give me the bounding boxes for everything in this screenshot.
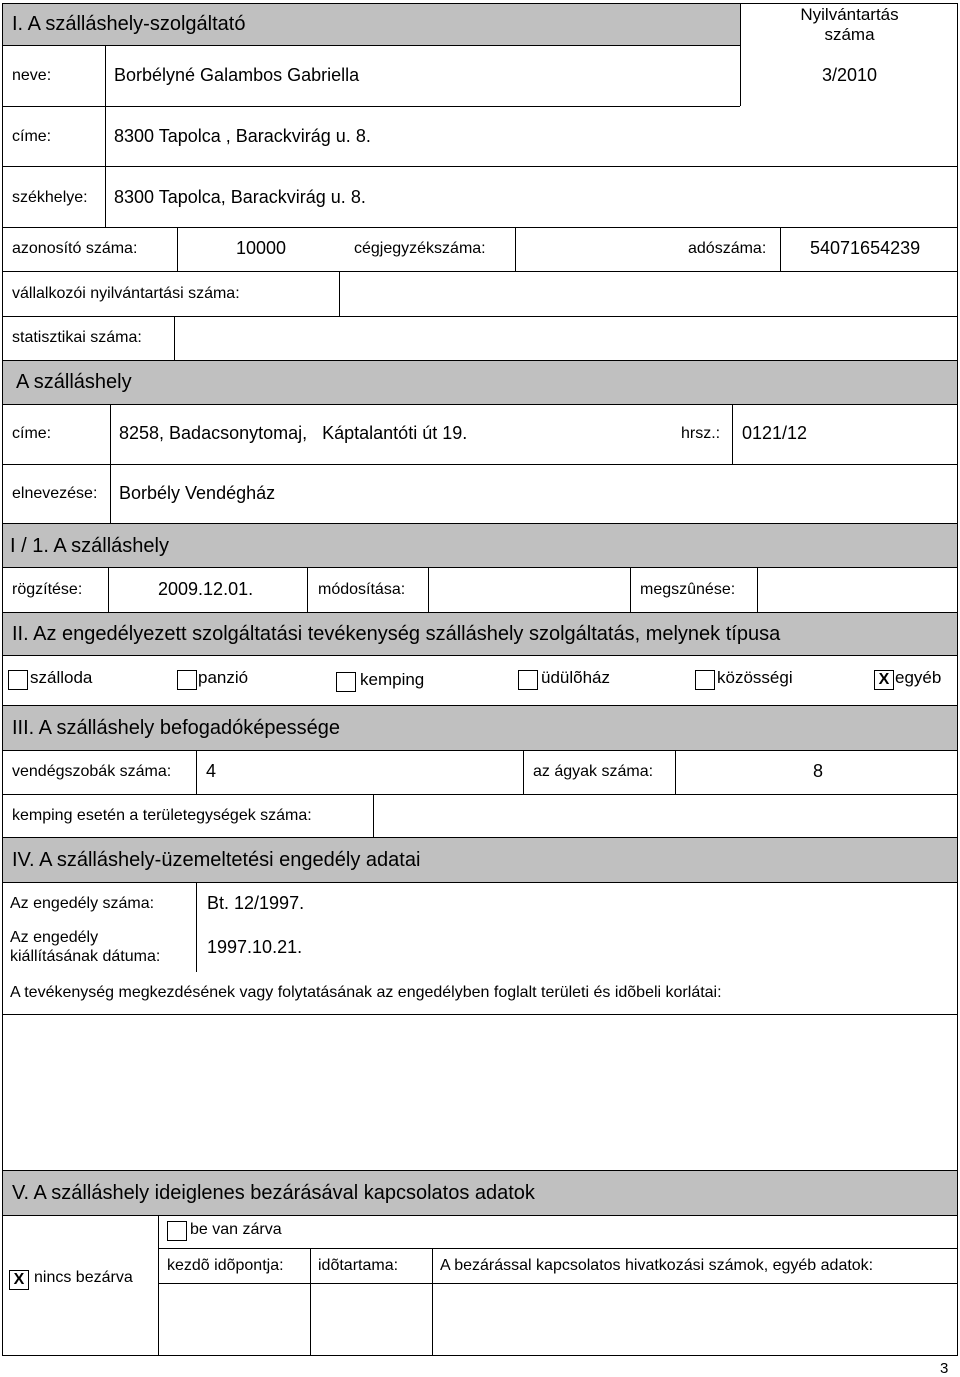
company-reg-label: cégjegyzékszáma:: [354, 240, 486, 257]
tax-number-value: 54071654239: [810, 238, 921, 258]
hrsz-value: 0121/12: [742, 423, 808, 443]
permit-date-label-line1: Az engedély: [10, 929, 99, 946]
accommodation-name-label: elnevezése:: [12, 485, 98, 502]
section4-title: IV. A szálláshely-üzemeltetési engedély adatai: [12, 849, 421, 871]
closed-label: be van zárva: [190, 1221, 282, 1238]
permit-number-label: Az engedély száma:: [10, 895, 155, 912]
restrictions-label: A tevékenység megkezdésének vagy folytatásának az engedélyben foglalt területi és idõbeli korlátai:: [10, 984, 722, 1001]
section2-title: II. Az engedélyezett szolgáltatási tevékenység szálláshely szolgáltatás, melynek típusa: [12, 623, 781, 645]
type-checkbox-other[interactable]: X: [874, 670, 894, 690]
type-label-community: közösségi: [717, 668, 793, 687]
type-label-guesthouse: panzió: [198, 668, 249, 687]
permit-number-value: Bt. 12/1997.: [207, 893, 305, 913]
camping-units-label: kemping esetén a területegységek száma:: [12, 807, 312, 824]
accommodation-title: A szálláshely: [16, 371, 132, 393]
closed-checkbox[interactable]: [167, 1221, 187, 1241]
reg-number-header-line2: száma: [824, 25, 875, 44]
stat-number-label: statisztikai száma:: [12, 329, 142, 346]
provider-address-value: 8300 Tapolca , Barackvirág u. 8.: [114, 126, 371, 146]
id-number-value: 10000: [236, 238, 287, 258]
section1-1-title: I / 1. A szálláshely: [10, 535, 169, 557]
hrsz-label: hrsz.:: [681, 425, 721, 442]
provider-seat-label: székhelye:: [12, 189, 88, 206]
type-label-camping: kemping: [360, 670, 425, 689]
tax-number-label: adószáma:: [688, 240, 767, 257]
section3-title: III. A szálláshely befogadóképessége: [12, 717, 341, 739]
reg-number-header-line1: Nyilvántartás: [800, 5, 899, 24]
ended-label: megszûnése:: [640, 581, 736, 598]
closure-refs-label: A bezárással kapcsolatos hivatkozási számok, egyéb adatok:: [440, 1257, 874, 1274]
type-label-hotel: szálloda: [30, 668, 93, 687]
type-checkbox-hotel[interactable]: [8, 670, 28, 690]
accommodation-address-value: 8258, Badacsonytomaj, Káptalantóti út 19.: [119, 423, 468, 443]
not-closed-checkbox[interactable]: X: [9, 1270, 29, 1290]
permit-date-value: 1997.10.21.: [207, 937, 303, 957]
type-label-other: egyéb: [895, 668, 942, 687]
provider-name-label: neve:: [12, 67, 52, 84]
rooms-value: 4: [206, 761, 217, 781]
reg-number-value: 3/2010: [821, 65, 878, 85]
closure-start-label: kezdõ idõpontja:: [167, 1257, 284, 1274]
permit-date-label-line2: kiállításának dátuma:: [10, 948, 161, 965]
accommodation-address-label: címe:: [12, 425, 52, 442]
section1-title: I. A szálláshely-szolgáltató: [12, 13, 246, 35]
beds-label: az ágyak száma:: [533, 763, 654, 780]
provider-name-value: Borbélyné Galambos Gabriella: [114, 65, 360, 85]
provider-seat-value: 8300 Tapolca, Barackvirág u. 8.: [114, 187, 366, 207]
recorded-label: rögzítése:: [12, 581, 83, 598]
type-checkbox-camping[interactable]: [336, 672, 356, 692]
type-checkbox-guesthouse[interactable]: [177, 670, 197, 690]
accommodation-name-value: Borbély Vendégház: [119, 483, 276, 503]
recorded-value: 2009.12.01.: [158, 579, 254, 599]
type-checkbox-community[interactable]: [695, 670, 715, 690]
section5-title: V. A szálláshely ideiglenes bezárásával kapcsolatos adatok: [12, 1182, 535, 1204]
id-number-label: azonosító száma:: [12, 240, 138, 257]
rooms-label: vendégszobák száma:: [12, 763, 172, 780]
page-number: 3: [940, 1360, 949, 1377]
closure-duration-label: idõtartama:: [318, 1257, 399, 1274]
not-closed-label: nincs bezárva: [34, 1269, 133, 1286]
entrepreneur-reg-label: vállalkozói nyilvántartási száma:: [12, 285, 240, 302]
type-checkbox-holiday-house[interactable]: [518, 670, 538, 690]
type-label-holiday-house: üdülõház: [541, 668, 611, 687]
beds-value: 8: [813, 761, 824, 781]
modified-label: módosítása:: [318, 581, 406, 598]
provider-address-label: címe:: [12, 128, 52, 145]
